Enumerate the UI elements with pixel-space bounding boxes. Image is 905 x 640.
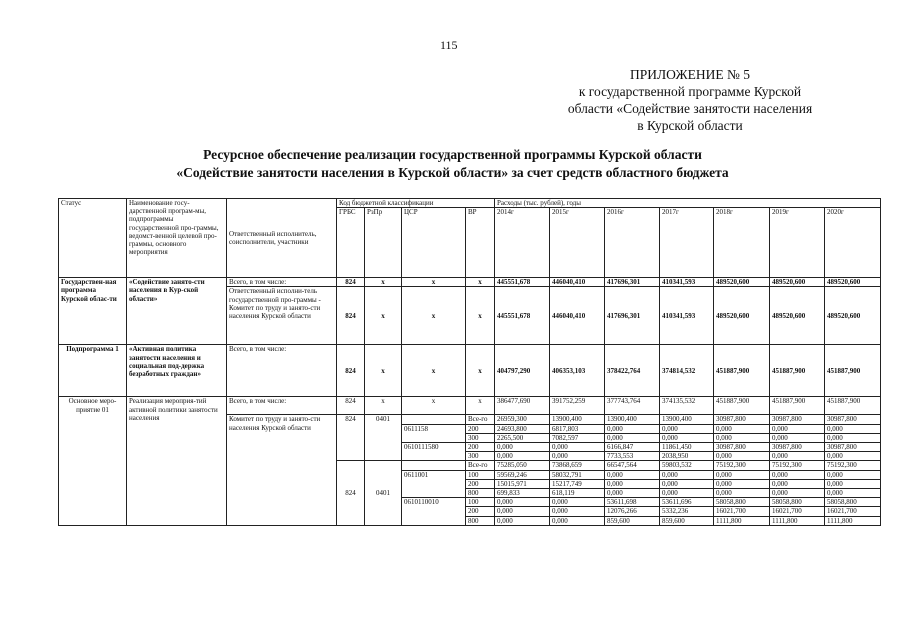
- header-year: 2020г: [825, 208, 881, 278]
- appendix-line-3: области «Содействие занятости населения: [567, 101, 813, 116]
- program-exec-responsible: Ответственный исполни-тель государственной про-граммы - Комитет по труду и занято-сти населения Курской области: [227, 287, 337, 345]
- value-cell: 2265,500: [495, 433, 550, 442]
- value-cell: 0,000: [714, 489, 770, 498]
- detail-b-vr: 800: [466, 489, 495, 498]
- value-cell: 0,000: [714, 470, 770, 479]
- value-cell: 0,000: [495, 452, 550, 461]
- value-cell: 0,000: [605, 489, 660, 498]
- detail-b-vr: 200: [466, 479, 495, 488]
- value-cell: 0,000: [770, 489, 825, 498]
- value-cell: 58058,800: [825, 498, 881, 507]
- detail-b-csr: 0611001: [402, 470, 466, 498]
- appendix-heading: [540, 66, 840, 134]
- detail-a-rzpr: 0401: [365, 415, 402, 461]
- activity-grbs: 824: [337, 397, 365, 415]
- header-year: 2019г: [770, 208, 825, 278]
- value-cell: 391752,259: [550, 397, 605, 415]
- subprogram-csr: x: [402, 345, 466, 397]
- value-cell: 0,000: [550, 507, 605, 516]
- value-cell: 30987,800: [770, 415, 825, 424]
- value-cell: 0,000: [714, 452, 770, 461]
- value-cell: 1111,800: [770, 516, 825, 525]
- value-cell: 59803,532: [660, 461, 714, 470]
- program-grbs: 824: [337, 278, 365, 287]
- value-cell: 0,000: [825, 433, 881, 442]
- value-cell: 0,000: [714, 424, 770, 433]
- value-cell: 5332,236: [660, 507, 714, 516]
- header-year: 2017г: [660, 208, 714, 278]
- program-row-total: [59, 278, 881, 287]
- value-cell: 0,000: [550, 498, 605, 507]
- value-cell: 2038,950: [660, 452, 714, 461]
- value-cell: 0,000: [770, 424, 825, 433]
- header-year: 2015г: [550, 208, 605, 278]
- header-row-1: [59, 199, 881, 208]
- value-cell: 1111,800: [825, 516, 881, 525]
- detail-b-csr: 0610110010: [402, 498, 466, 526]
- title-line-2: «Содействие занятости населения в Курской области» за счет средств областного бюджета: [176, 165, 729, 180]
- value-cell: 24693,800: [495, 424, 550, 433]
- detail-b-rzpr: 0401: [365, 461, 402, 525]
- value-cell: 6166,847: [605, 443, 660, 452]
- document-title: [0, 146, 905, 182]
- value-cell: 0,000: [660, 470, 714, 479]
- subprogram-rzpr: x: [365, 345, 402, 397]
- appendix-line-2: к государственной программе Курской: [578, 84, 802, 99]
- value-cell: 0,000: [770, 470, 825, 479]
- detail-a-vr: 200: [466, 443, 495, 452]
- subprogram-grbs: 824: [337, 345, 365, 397]
- header-status: Статус: [59, 199, 127, 278]
- value-cell: 59569,246: [495, 470, 550, 479]
- value-cell: 859,600: [660, 516, 714, 525]
- value-cell: 417696,301: [605, 287, 660, 345]
- detail-a-vr-total: Все-го: [466, 415, 495, 424]
- detail-b-grbs: 824: [337, 461, 365, 525]
- value-cell: 30987,800: [714, 443, 770, 452]
- activity-rzpr: x: [365, 397, 402, 415]
- value-cell: 0,000: [770, 479, 825, 488]
- value-cell: 446040,410: [550, 287, 605, 345]
- value-cell: 699,833: [495, 489, 550, 498]
- detail-b-csr-empty: [402, 461, 466, 470]
- value-cell: 0,000: [495, 507, 550, 516]
- appendix-line-1: ПРИЛОЖЕНИЕ № 5: [629, 67, 751, 82]
- value-cell: 30987,800: [825, 415, 881, 424]
- value-cell: 7733,553: [605, 452, 660, 461]
- value-cell: 0,000: [495, 498, 550, 507]
- value-cell: 445551,678: [495, 287, 550, 345]
- header-executor: Ответственный исполнитель, соисполнители, участники: [227, 199, 337, 278]
- value-cell: 30987,800: [825, 443, 881, 452]
- value-cell: 0,000: [550, 452, 605, 461]
- header-grbs: ГРБС: [337, 208, 365, 278]
- value-cell: 75192,300: [825, 461, 881, 470]
- value-cell: 406353,103: [550, 345, 605, 397]
- value-cell: 30987,800: [714, 415, 770, 424]
- program-grbs: 824: [337, 287, 365, 345]
- value-cell: 377743,764: [605, 397, 660, 415]
- program-vr: x: [466, 278, 495, 287]
- activity-row-total: [59, 397, 881, 415]
- value-cell: 378422,764: [605, 345, 660, 397]
- value-cell: 66547,564: [605, 461, 660, 470]
- value-cell: 489520,600: [770, 287, 825, 345]
- value-cell: 0,000: [660, 479, 714, 488]
- value-cell: 489520,600: [825, 278, 881, 287]
- value-cell: 386477,690: [495, 397, 550, 415]
- program-exec-total: Всего, в том числе:: [227, 278, 337, 287]
- value-cell: 0,000: [660, 489, 714, 498]
- value-cell: 0,000: [660, 433, 714, 442]
- value-cell: 53611,698: [605, 498, 660, 507]
- value-cell: 0,000: [495, 443, 550, 452]
- budget-table: [58, 198, 881, 526]
- value-cell: 0,000: [495, 516, 550, 525]
- value-cell: 13900,400: [605, 415, 660, 424]
- detail-b-vr: 200: [466, 507, 495, 516]
- value-cell: 417696,301: [605, 278, 660, 287]
- activity-exec-total: Всего, в том числе:: [227, 397, 337, 415]
- activity-name: Реализация мероприя-тий активной политики занятости населения: [127, 397, 227, 525]
- value-cell: 58058,800: [770, 498, 825, 507]
- value-cell: 451887,900: [825, 345, 881, 397]
- value-cell: 7082,597: [550, 433, 605, 442]
- header-name: Наименование госу-дарственной програм-мы, подпрограммы государственной про-граммы, ведомст-венной целевой про-граммы, основного мероприятия: [127, 199, 227, 278]
- value-cell: 12076,266: [605, 507, 660, 516]
- activity-vr: x: [466, 397, 495, 415]
- subprogram-row: [59, 345, 881, 397]
- value-cell: 0,000: [550, 443, 605, 452]
- value-cell: 451887,900: [770, 397, 825, 415]
- value-cell: 451887,900: [714, 345, 770, 397]
- value-cell: 6817,803: [550, 424, 605, 433]
- value-cell: 11861,450: [660, 443, 714, 452]
- value-cell: 410341,593: [660, 287, 714, 345]
- value-cell: 859,600: [605, 516, 660, 525]
- header-vr: ВР: [466, 208, 495, 278]
- value-cell: 0,000: [714, 479, 770, 488]
- activity-exec-committee: Комитет по труду и занято-сти населения Курской области: [227, 415, 337, 525]
- detail-a-vr: 300: [466, 452, 495, 461]
- value-cell: 451887,900: [770, 345, 825, 397]
- subprogram-name: «Активная политика занятости населения и социальная под-держка безработных граждан»: [127, 345, 227, 397]
- value-cell: 16021,700: [770, 507, 825, 516]
- value-cell: 445551,678: [495, 278, 550, 287]
- detail-a-csr-empty: [402, 415, 466, 424]
- detail-b-vr: 100: [466, 470, 495, 479]
- value-cell: 0,000: [770, 433, 825, 442]
- program-rzpr: x: [365, 287, 402, 345]
- value-cell: 0,000: [825, 489, 881, 498]
- subprogram-vr: x: [466, 345, 495, 397]
- value-cell: 73868,659: [550, 461, 605, 470]
- value-cell: 53611,696: [660, 498, 714, 507]
- value-cell: 0,000: [605, 433, 660, 442]
- detail-b-vr-total: Все-го: [466, 461, 495, 470]
- value-cell: 1111,800: [714, 516, 770, 525]
- header-expenses-group: Расходы (тыс. рублей), годы: [495, 199, 881, 208]
- value-cell: 618,119: [550, 489, 605, 498]
- value-cell: 0,000: [825, 424, 881, 433]
- detail-b-vr: 100: [466, 498, 495, 507]
- activity-status: Основное меро-приятие 01: [59, 397, 127, 525]
- subprogram-exec-total: Всего, в том числе:: [227, 345, 337, 397]
- program-rzpr: x: [365, 278, 402, 287]
- detail-a-vr: 200: [466, 424, 495, 433]
- value-cell: 0,000: [825, 479, 881, 488]
- value-cell: 58058,800: [714, 498, 770, 507]
- detail-a-csr: 0611158: [402, 424, 466, 442]
- value-cell: 75192,300: [770, 461, 825, 470]
- value-cell: 16021,700: [714, 507, 770, 516]
- value-cell: 0,000: [825, 470, 881, 479]
- value-cell: 0,000: [605, 479, 660, 488]
- value-cell: 26959,300: [495, 415, 550, 424]
- detail-a-csr: 0610111580: [402, 443, 466, 461]
- value-cell: 451887,900: [825, 397, 881, 415]
- value-cell: 30987,800: [770, 443, 825, 452]
- program-csr: x: [402, 287, 466, 345]
- value-cell: 0,000: [714, 433, 770, 442]
- header-year: 2018г: [714, 208, 770, 278]
- value-cell: 489520,600: [714, 287, 770, 345]
- program-csr: x: [402, 278, 466, 287]
- value-cell: 0,000: [660, 424, 714, 433]
- activity-csr: x: [402, 397, 466, 415]
- value-cell: 0,000: [825, 452, 881, 461]
- value-cell: 489520,600: [770, 278, 825, 287]
- value-cell: 13900,400: [660, 415, 714, 424]
- value-cell: 0,000: [605, 424, 660, 433]
- header-year: 2016г: [605, 208, 660, 278]
- header-rzpr: РзПр: [365, 208, 402, 278]
- detail-b-vr: 800: [466, 516, 495, 525]
- value-cell: 15015,971: [495, 479, 550, 488]
- value-cell: 489520,600: [825, 287, 881, 345]
- detail-a-grbs: 824: [337, 415, 365, 461]
- value-cell: 374814,532: [660, 345, 714, 397]
- value-cell: 410341,593: [660, 278, 714, 287]
- program-name: «Содействие занято-сти населения в Кур-ской области»: [127, 278, 227, 345]
- program-status: Государствен-ная программа Курской облас-ти: [59, 278, 127, 345]
- value-cell: 15217,749: [550, 479, 605, 488]
- value-cell: 404797,290: [495, 345, 550, 397]
- value-cell: 0,000: [770, 452, 825, 461]
- header-code-group: Код бюджетной классификации: [337, 199, 495, 208]
- value-cell: 75192,300: [714, 461, 770, 470]
- value-cell: 75285,050: [495, 461, 550, 470]
- title-line-1: Ресурсное обеспечение реализации государственной программы Курской области: [203, 147, 702, 162]
- header-year: 2014г: [495, 208, 550, 278]
- value-cell: 489520,600: [714, 278, 770, 287]
- value-cell: 0,000: [605, 470, 660, 479]
- header-csr: ЦСР: [402, 208, 466, 278]
- value-cell: 374135,532: [660, 397, 714, 415]
- program-vr: x: [466, 287, 495, 345]
- value-cell: 451887,900: [714, 397, 770, 415]
- value-cell: 0,000: [550, 516, 605, 525]
- value-cell: 16021,700: [825, 507, 881, 516]
- subprogram-status: Подпрограмма 1: [59, 345, 127, 397]
- detail-a-vr: 300: [466, 433, 495, 442]
- value-cell: 13900,400: [550, 415, 605, 424]
- value-cell: 446040,410: [550, 278, 605, 287]
- appendix-line-4: в Курской области: [637, 118, 743, 133]
- value-cell: 58032,791: [550, 470, 605, 479]
- page-number: 115: [440, 38, 458, 52]
